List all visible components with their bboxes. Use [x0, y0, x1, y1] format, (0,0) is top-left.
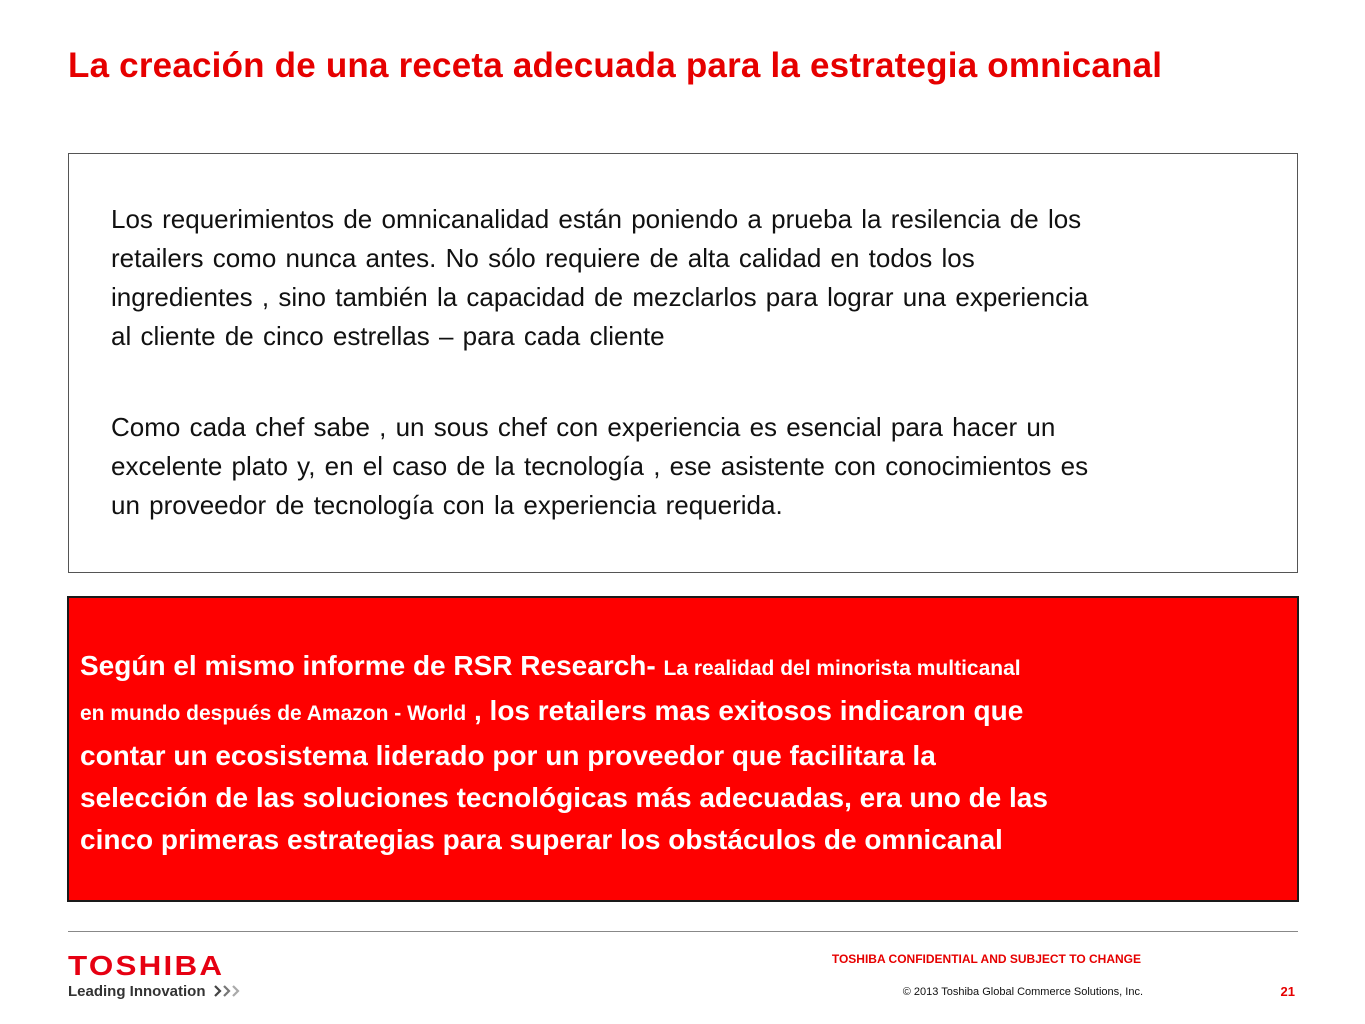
- page-number: 21: [1280, 984, 1295, 999]
- text-line: un proveedor de tecnología con la experiencia requerida.: [111, 490, 783, 520]
- report-title-part-1: La realidad del minorista multicanal: [663, 657, 1021, 680]
- intro-paragraph-2: [111, 408, 1291, 525]
- callout-text: [80, 645, 1290, 861]
- intro-text-box: [68, 153, 1298, 573]
- callout-line: selección de las soluciones tecnológicas más adecuadas, era uno de las: [80, 782, 1048, 813]
- text-line: retailers como nunca antes. No sólo requiere de alta calidad en todos los: [111, 243, 975, 273]
- logo-tagline: [68, 983, 242, 1001]
- tagline-text: Leading Innovation: [68, 983, 206, 1000]
- callout-continuation: , los retailers mas exitosos indicaron que: [466, 695, 1024, 726]
- callout-line: cinco primeras estrategias para superar los obstáculos de omnicanal: [80, 824, 1003, 855]
- intro-paragraph-1: [111, 200, 1291, 356]
- report-title-part-2: en mundo después de Amazon - World: [80, 702, 467, 725]
- triple-chevron-right-icon: [214, 984, 242, 1001]
- callout-line: contar un ecosistema liderado por un proveedor que facilitara la: [80, 740, 936, 771]
- text-line: Los requerimientos de omnicanalidad están poniendo a prueba la resilencia de los: [111, 204, 1082, 234]
- text-line: excelente plato y, en el caso de la tecnología , ese asistente con conocimientos es: [111, 451, 1089, 481]
- copyright-notice: © 2013 Toshiba Global Commerce Solutions, Inc.: [902, 986, 1143, 998]
- text-line: al cliente de cinco estrellas – para cada cliente: [111, 321, 665, 351]
- text-line: ingredientes , sino también la capacidad de mezclarlos para lograr una experiencia: [111, 282, 1089, 312]
- confidential-notice: TOSHIBA CONFIDENTIAL AND SUBJECT TO CHANGE: [831, 952, 1141, 966]
- text-line: Como cada chef sabe , un sous chef con experiencia es esencial para hacer un: [111, 412, 1056, 442]
- callout-line: [80, 645, 1290, 690]
- callout-box: [67, 596, 1299, 902]
- slide-title: La creación de una receta adecuada para la estrategia omnicanal: [68, 46, 1163, 85]
- callout-line: [80, 690, 1290, 735]
- callout-lead: Según el mismo informe de RSR Research-: [80, 650, 664, 681]
- toshiba-logo: TOSHIBA: [68, 950, 225, 981]
- footer-divider: [68, 931, 1298, 932]
